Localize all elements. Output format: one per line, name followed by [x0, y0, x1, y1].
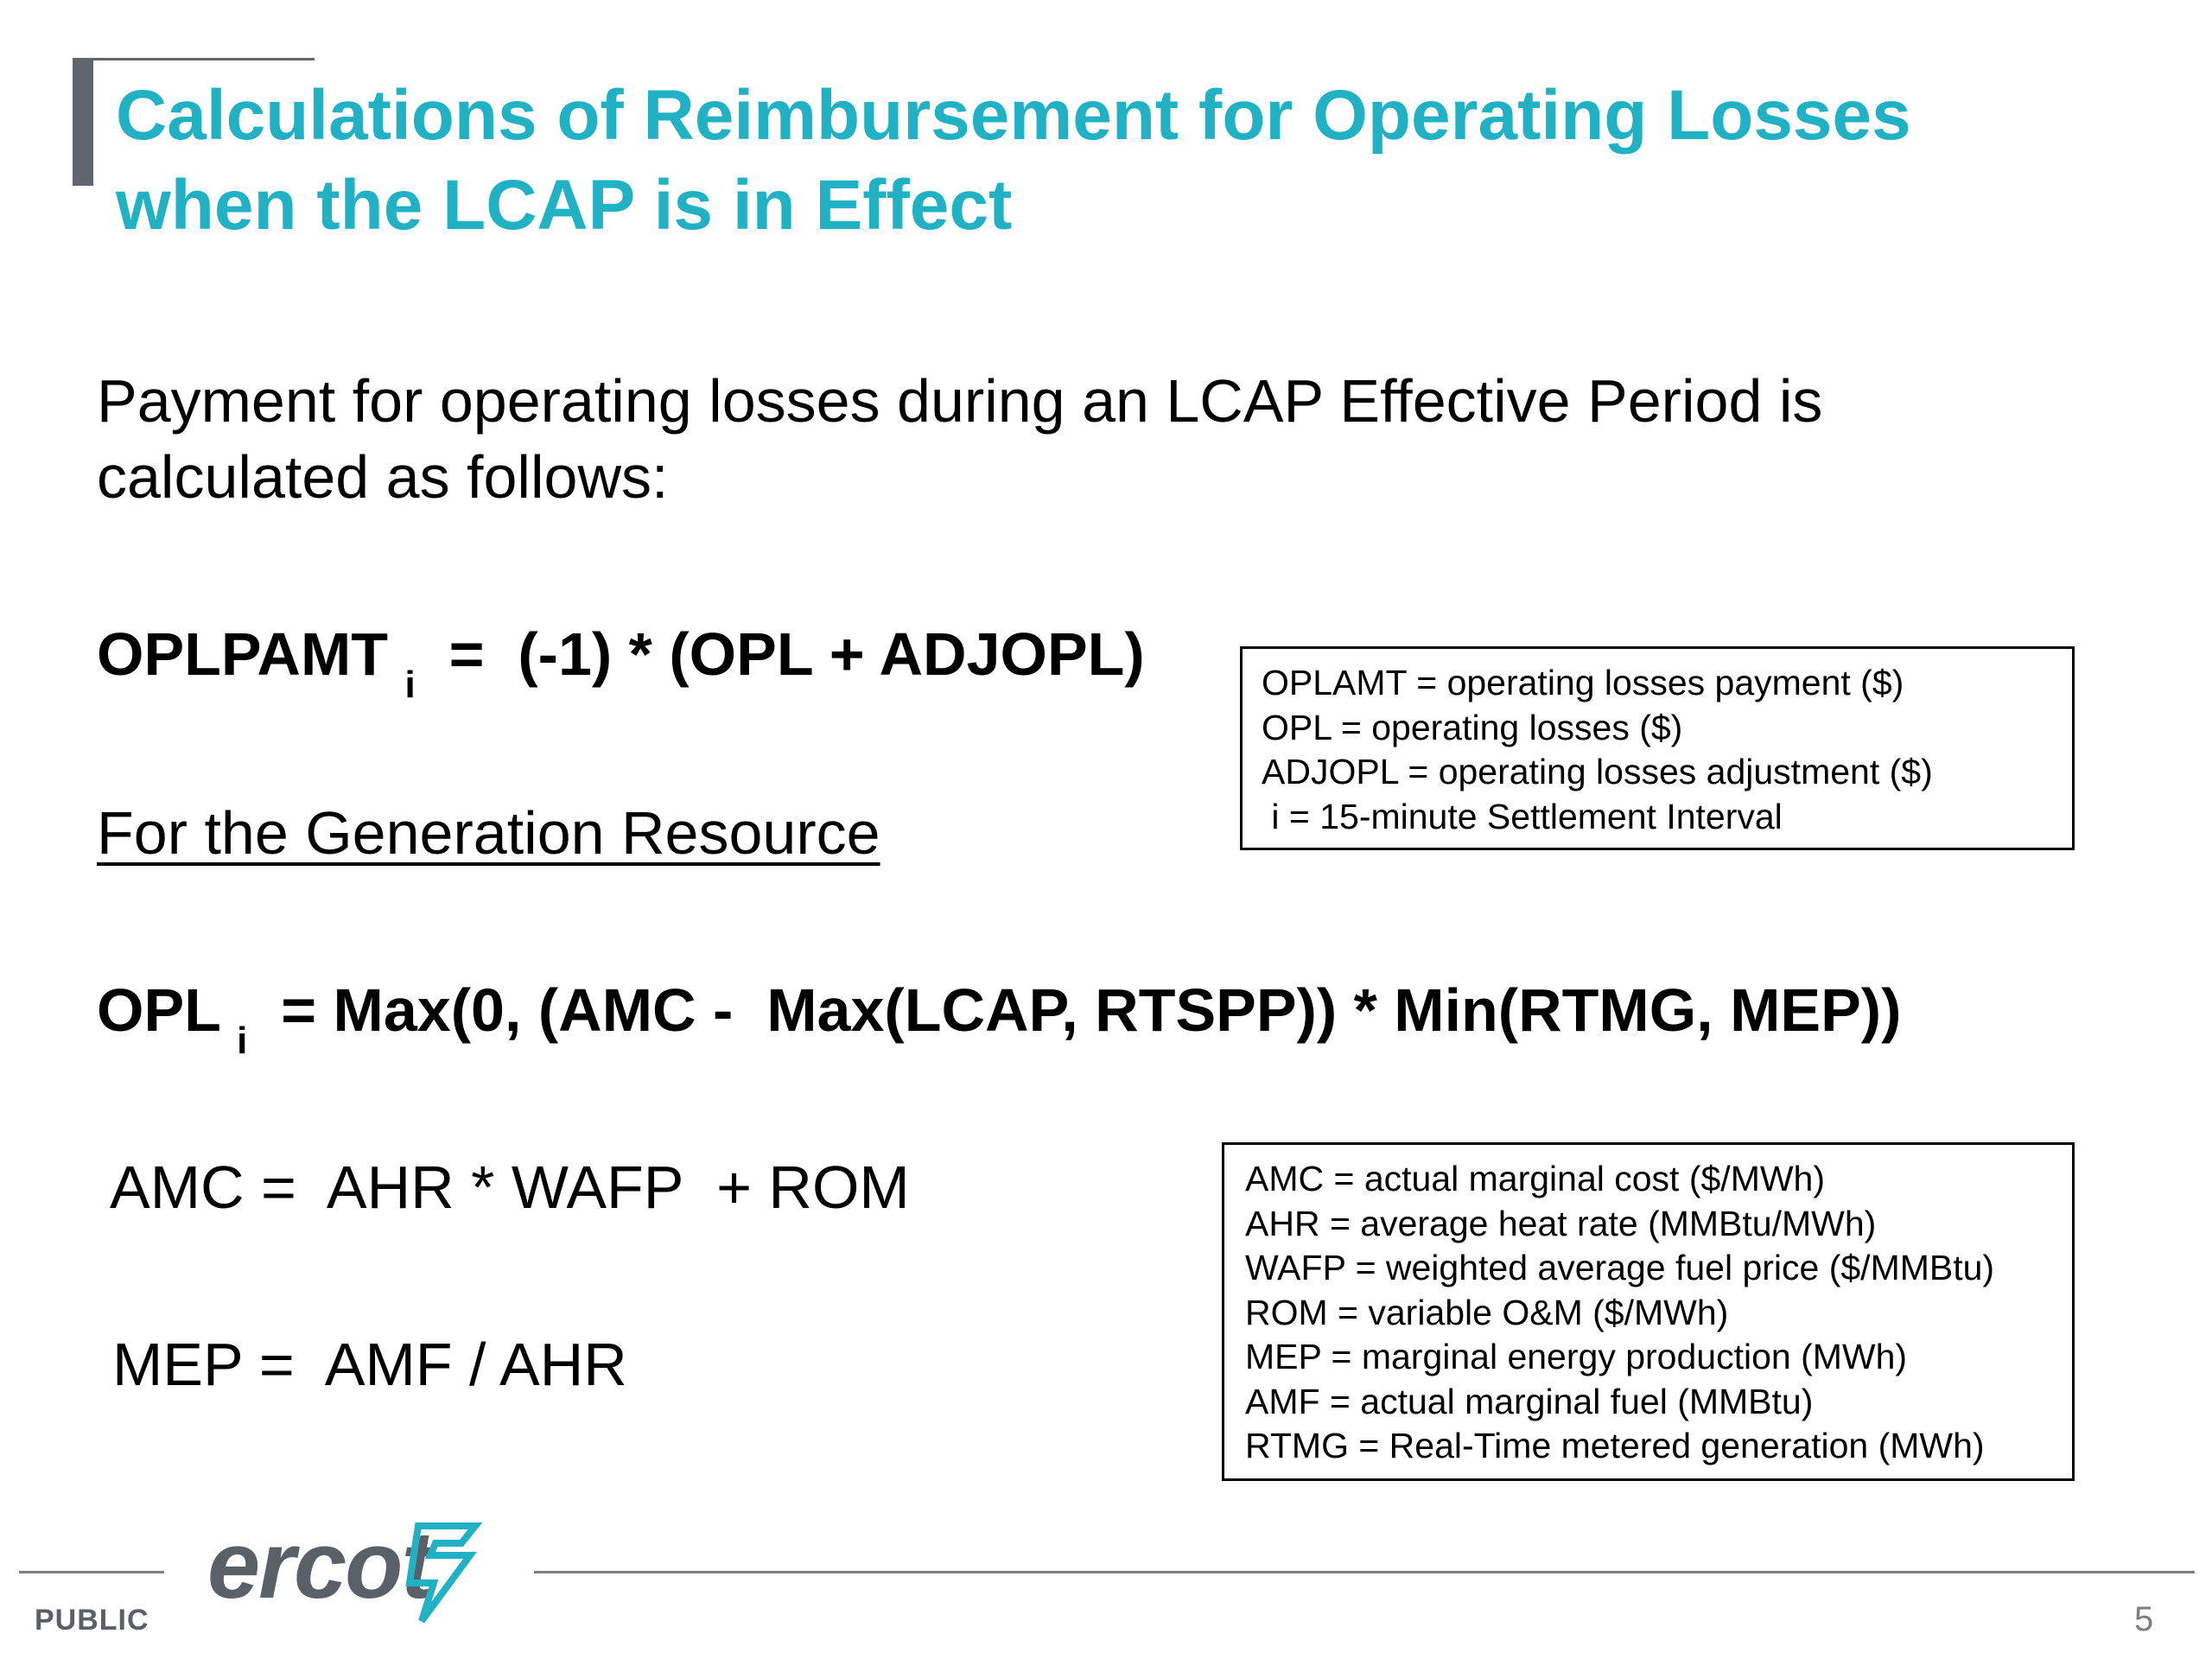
- slide-title: [116, 71, 2146, 251]
- intro-line-2: calculated as follows:: [97, 443, 669, 511]
- lightning-bolt-icon: [401, 1522, 484, 1624]
- slide-title-line-2: when the LCAP is in Effect: [116, 166, 1013, 245]
- definition-line: ADJOPL = operating losses adjustment ($): [1262, 752, 1933, 791]
- formula-oplpamt-rhs: = (-1) * (OPL + ADJOPL): [415, 620, 1145, 688]
- definition-line: WAFP = weighted average fuel price ($/MMBtu): [1245, 1248, 1995, 1287]
- equation-amc: AMC = AHR * WAFP + ROM: [110, 1154, 910, 1221]
- logo-wordmark: ercot: [207, 1512, 431, 1618]
- title-accent-bar: [73, 58, 93, 186]
- formula-opl: [97, 972, 1901, 1079]
- definition-line: OPLAMT = operating losses payment ($): [1262, 663, 1904, 702]
- definitions-box-variables: [1222, 1142, 2075, 1481]
- ercot-logo: [207, 1514, 493, 1626]
- title-accent-rule: [73, 58, 315, 60]
- page-number: 5: [2134, 1600, 2154, 1638]
- formula-opl-subscript: i: [237, 1020, 248, 1062]
- intro-paragraph: [97, 363, 2041, 515]
- definition-line: OPL = operating losses ($): [1262, 707, 1683, 747]
- definition-line: AHR = average heat rate (MMBtu/MWh): [1245, 1203, 1877, 1243]
- definition-line: ROM = variable O&M ($/MWh): [1245, 1292, 1729, 1332]
- equation-mep: MEP = AMF / AHR: [112, 1331, 627, 1398]
- footer-rule-left: [19, 1571, 164, 1573]
- formula-opl-rhs: = Max(0, (AMC - Max(LCAP, RTSPP)) * Min(RTMG, MEP)): [247, 976, 1902, 1044]
- formula-oplpamt: [97, 616, 1145, 723]
- intro-line-1: Payment for operating losses during an LCAP Effective Period is: [97, 367, 1823, 435]
- definition-line: AMF = actual marginal fuel (MMBtu): [1245, 1381, 1814, 1421]
- definition-line: i = 15-minute Settlement Interval: [1262, 796, 1783, 836]
- footer-rule-right: [534, 1571, 2195, 1573]
- classification-label: PUBLIC: [35, 1604, 149, 1637]
- formula-oplpamt-subscript: i: [404, 664, 416, 706]
- definition-line: MEP = marginal energy production (MWh): [1245, 1337, 1908, 1376]
- slide-title-line-1: Calculations of Reimbursement for Operating Losses: [116, 76, 1911, 155]
- formula-opl-lhs: OPL: [97, 976, 220, 1044]
- definition-line: AMC = actual marginal cost ($/MWh): [1245, 1159, 1825, 1198]
- formula-oplpamt-lhs: OPLPAMT: [97, 620, 389, 688]
- definition-line: RTMG = Real-Time metered generation (MWh): [1245, 1426, 1985, 1465]
- section-heading-generation-resource: For the Generation Resource: [97, 799, 880, 867]
- definitions-box-payment: [1240, 646, 2075, 850]
